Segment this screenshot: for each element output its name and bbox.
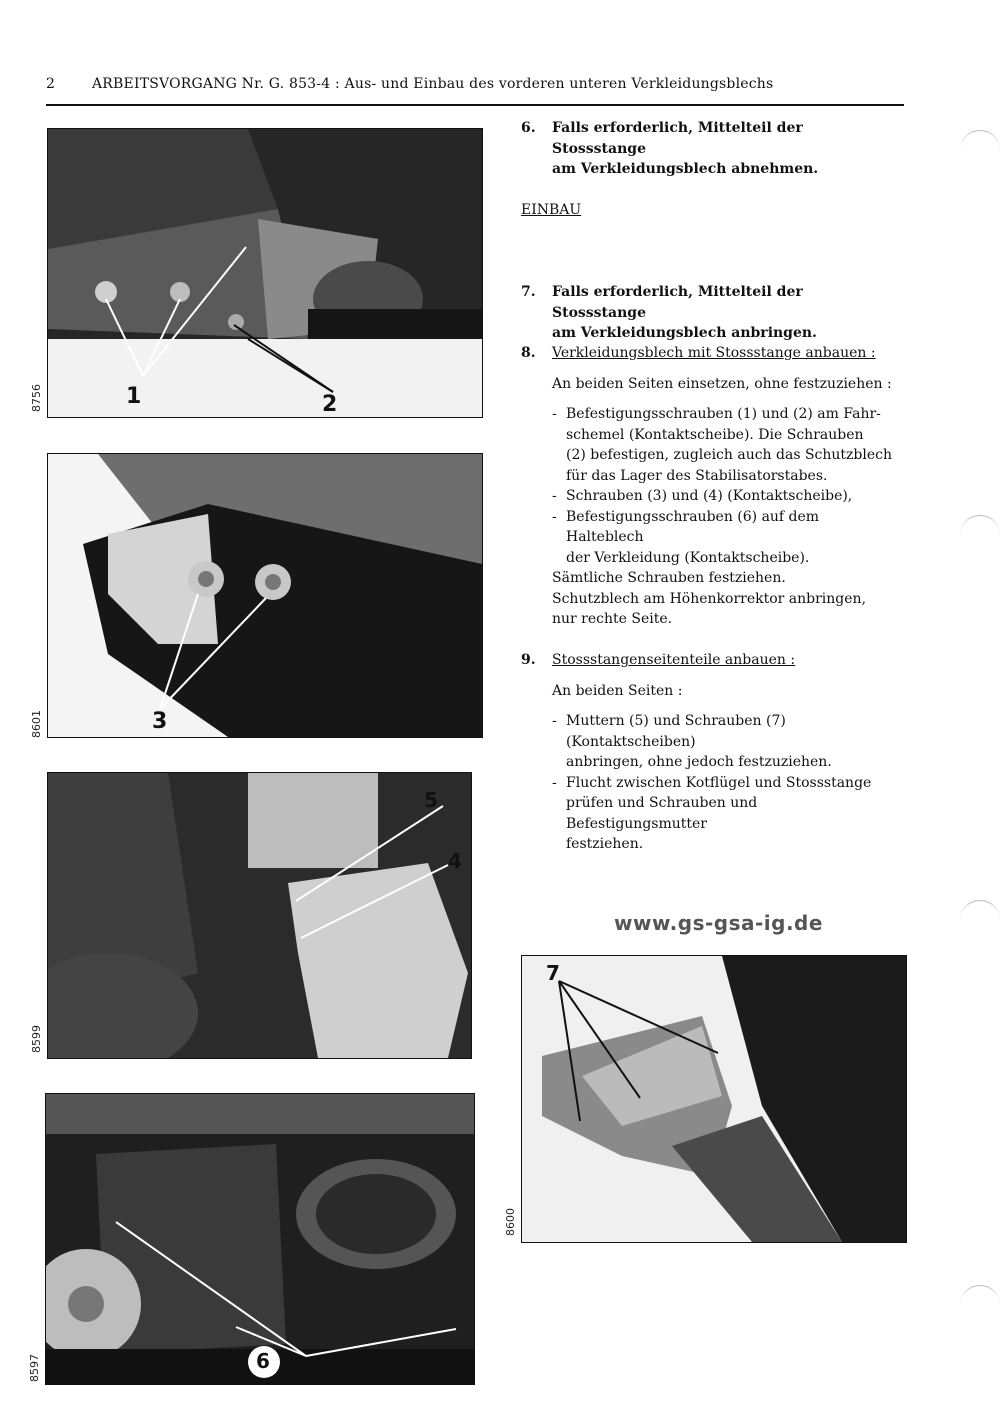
photo-8599	[47, 772, 472, 1059]
step-9-number: 9.	[521, 652, 536, 668]
step-7	[521, 282, 901, 341]
step-8-item-3: - Befestigungsschrauben (6) auf dem Halteblech der Verkleidung (Kontaktscheibe).	[552, 507, 892, 569]
step-9-item-1: - Muttern (5) und Schrauben (7) (Kontaktscheiben) anbringen, ohne jedoch festzuziehen.	[552, 711, 892, 773]
step-9-item-2-line1: Flucht zwischen Kotflügel und Stossstange	[566, 774, 872, 791]
step-8	[521, 343, 901, 627]
step-9-item-2: - Flucht zwischen Kotflügel und Stossstange prüfen und Schrauben und Befestigungsmutter festziehen.	[552, 773, 892, 855]
figure-number-8599: 8599	[30, 1025, 43, 1053]
step-8-item-2-line1: Schrauben (3) und (4) (Kontaktscheibe),	[566, 488, 853, 504]
step-8-item-1: - Befestigungsschrauben (1) und (2) am Fahr- schemel (Kontaktscheibe). Die Schrauben (2) befestigen, zugleich auch das Schutzblech für das Lager des Stabilisatorstabes.	[552, 404, 892, 486]
punch-mark-upper	[960, 515, 1000, 546]
step-8-item-1-line1: Befestigungsschrauben (1) und (2) am Fahr-	[566, 406, 881, 422]
photo-8597	[45, 1093, 475, 1385]
step-6	[521, 118, 901, 177]
step-8-outro-1: Sämtliche Schrauben festziehen.	[552, 570, 786, 586]
callout-2: 2	[322, 392, 338, 417]
step-8-item-1-line4: für das Lager des Stabilisatorstabes.	[566, 467, 828, 484]
step-7-line1: Falls erforderlich, Mittelteil der Stossstange	[552, 284, 803, 321]
step-6-line2: am Verkleidungsblech abnehmen.	[552, 161, 819, 177]
step-9-item-1-line2: anbringen, ohne jedoch festzuziehen.	[566, 754, 832, 770]
punch-mark-lower	[960, 900, 1000, 931]
callout-7: 7	[546, 961, 560, 985]
step-8-item-3-line2: der Verkleidung (Kontaktscheibe).	[566, 549, 810, 566]
watermark-url: www.gs-gsa-ig.de	[614, 911, 823, 935]
figure-number-8597: 8597	[28, 1354, 41, 1382]
step-7-line2: am Verkleidungsblech anbringen.	[552, 325, 817, 341]
step-8-intro: An beiden Seiten einsetzen, ohne festzuziehen :	[552, 375, 892, 392]
step-9-item-2-line3: festziehen.	[566, 836, 644, 852]
step-9-item-1-line1: Muttern (5) und Schrauben (7) (Kontaktscheiben)	[566, 713, 786, 750]
photo-8600	[521, 955, 907, 1243]
step-9-item-2-line2: prüfen und Schrauben und Befestigungsmutter	[566, 795, 758, 832]
photo-8601	[47, 453, 483, 738]
step-8-item-3-line1: Befestigungsschrauben (6) auf dem Halteblech	[566, 508, 820, 545]
step-8-outro-3: nur rechte Seite.	[552, 611, 673, 627]
callout-1: 1	[126, 384, 142, 409]
step-9-heading: Stossstangenseitenteile anbauen :	[552, 652, 796, 668]
step-6-line1: Falls erforderlich, Mittelteil der Stossstange	[552, 120, 803, 157]
figure-number-8600: 8600	[504, 1208, 517, 1236]
callout-5: 5	[424, 788, 438, 812]
step-7-number: 7.	[521, 284, 536, 300]
callout-6: 6	[256, 1349, 270, 1373]
step-8-item-1-line2: schemel (Kontaktscheibe). Die Schrauben	[566, 426, 864, 443]
punch-mark-bottom	[960, 1285, 1000, 1316]
figure-number-8756: 8756	[30, 384, 43, 412]
step-8-number: 8.	[521, 345, 536, 361]
callout-3: 3	[152, 709, 168, 734]
callout-4: 4	[448, 849, 462, 873]
section-heading-einbau: EINBAU	[521, 202, 582, 218]
header-rule	[46, 104, 904, 106]
page-number: 2	[46, 76, 56, 92]
step-9	[521, 650, 901, 852]
punch-mark-top	[960, 130, 1000, 161]
step-8-item-2: - Schrauben (3) und (4) (Kontaktscheibe),	[552, 486, 892, 507]
step-8-outro-2: Schutzblech am Höhenkorrektor anbringen,	[552, 590, 867, 607]
step-9-intro: An beiden Seiten :	[552, 682, 683, 699]
step-6-number: 6.	[521, 120, 536, 136]
page-title: ARBEITSVORGANG Nr. G. 853-4 : Aus- und Einbau des vorderen unteren Verkleidungsblechs	[92, 76, 774, 92]
photo-8756	[47, 128, 483, 418]
step-8-heading: Verkleidungsblech mit Stossstange anbauen :	[552, 345, 876, 361]
step-8-item-1-line3: (2) befestigen, zugleich auch das Schutzblech	[566, 447, 893, 463]
figure-number-8601: 8601	[30, 710, 43, 738]
